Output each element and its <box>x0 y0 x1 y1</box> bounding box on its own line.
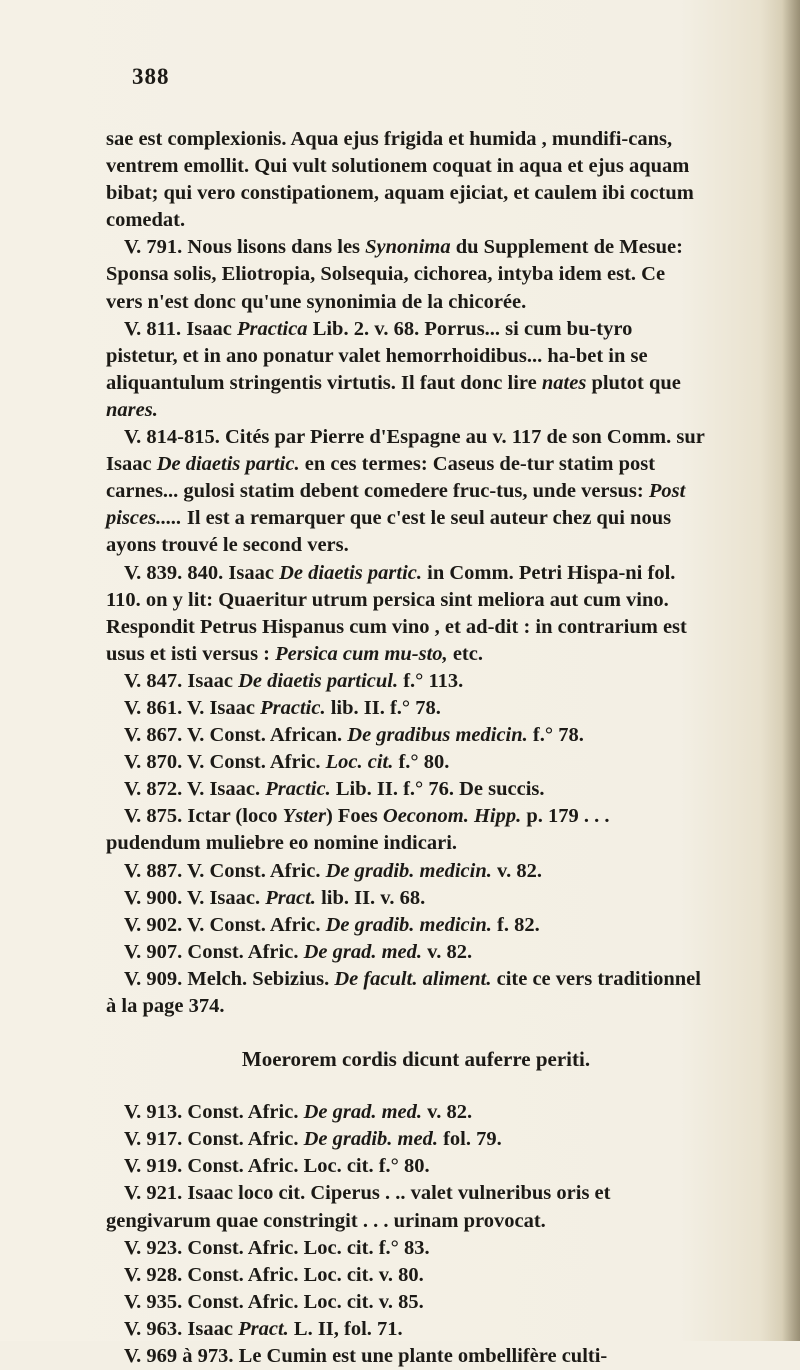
italic-title: Practic. <box>265 778 331 801</box>
italic-title: Yster <box>282 805 326 828</box>
note-paragraph <box>106 560 706 668</box>
italic-title: De gradib. medicin. <box>325 913 492 936</box>
italic-title: Loc. cit. <box>325 751 394 774</box>
note-paragraph <box>106 126 706 234</box>
text-run: Il est a remarquer que c'est le seul auteur chez qui nous ayons trouvé le second vers. <box>106 507 672 557</box>
text-run: V. 875. Ictar (loco <box>124 805 283 828</box>
text-run: V. 861. V. Isaac <box>124 696 261 719</box>
italic-title: Synonima <box>365 236 451 259</box>
text-run: V. 963. Isaac <box>124 1317 239 1340</box>
italic-title: Practica <box>236 317 308 340</box>
text-run: f. 82. <box>491 913 540 936</box>
text-run: f.° 80. <box>393 751 450 774</box>
text-run: V. 923. Const. Afric. Loc. cit. f.° 83. <box>124 1236 430 1259</box>
page-edge-shadow <box>782 0 800 1341</box>
italic-title: Persica cum mu-sto, <box>275 642 448 665</box>
italic-title: De gradibus medicin. <box>347 724 528 747</box>
note-paragraph <box>106 1099 706 1126</box>
italic-title: De diaetis particul. <box>238 669 399 692</box>
text-run: V. 921. Isaac loco cit. Ciperus . .. valet vulneribus oris et gengivarum quae constringit . . . urinam provocat. <box>106 1182 611 1232</box>
italic-title: De diaetis partic. <box>156 453 300 476</box>
verse-heading: Moerorem cordis dicunt auferre periti. <box>241 1047 591 1072</box>
spacer <box>106 1073 706 1099</box>
text-run: sae est complexionis. Aqua ejus frigida et humida , mundifi-cans, ventrem emollit. Qui vult solutionem coquat in aqua et ejus aquam bibat; qui vero constipationem, aquam ejiciat, et caulem ibi coctum comedat. <box>106 128 694 232</box>
note-paragraph <box>106 668 706 695</box>
italic-title: De gradib. med. <box>303 1128 438 1151</box>
note-paragraph <box>106 234 706 315</box>
text-run: V. 935. Const. Afric. Loc. cit. v. 85. <box>124 1290 424 1313</box>
text-run: V. 887. V. Const. Afric. <box>124 859 326 882</box>
note-paragraph <box>106 885 706 912</box>
italic-title: Pract. <box>265 886 316 909</box>
italic-title: nares. <box>106 398 158 421</box>
text-run: Lib. II. f.° 76. De succis. <box>330 778 545 801</box>
text-run: plutot que <box>586 371 681 394</box>
text-run: L. II, fol. 71. <box>288 1317 403 1340</box>
note-paragraph <box>106 1126 706 1153</box>
text-run: V. 909. Melch. Sebizius. <box>124 967 335 990</box>
page-number: 388 <box>132 64 170 89</box>
text-run: p. 179 . . . pudendum muliebre eo nomine indicari. <box>106 805 610 855</box>
italic-title: Post pisces..... <box>106 480 686 530</box>
text-run: lib. II. v. 68. <box>315 886 426 909</box>
text-run: v. 82. <box>422 1101 473 1124</box>
note-paragraph <box>106 1343 706 1370</box>
note-paragraph <box>106 722 706 749</box>
text-run: V. 870. V. Const. Afric. <box>124 751 326 774</box>
text-run: V. 917. Const. Afric. <box>124 1128 304 1151</box>
text-run: v. 82. <box>422 940 473 963</box>
italic-title: De grad. med. <box>303 1101 423 1124</box>
text-run: f.° 113. <box>398 669 464 692</box>
text-run: V. 900. V. Isaac. <box>124 886 266 909</box>
italic-title: Oeconom. Hipp. <box>382 805 522 828</box>
note-paragraph <box>106 858 706 885</box>
text-run: fol. 79. <box>437 1128 502 1151</box>
text-run: V. 913. Const. Afric. <box>124 1101 304 1124</box>
text-run: V. 902. V. Const. Afric. <box>124 913 326 936</box>
note-paragraph <box>106 939 706 966</box>
text-run: V. 919. Const. Afric. Loc. cit. f.° 80. <box>124 1155 430 1178</box>
body-text <box>106 126 706 1370</box>
italic-title: Pract. <box>238 1317 289 1340</box>
note-paragraph <box>106 776 706 803</box>
italic-title: De gradib. medicin. <box>325 859 492 882</box>
text-run: Lib. 2. v. 68. Porrus... si cum bu-tyro pistetur, et in ano ponatur valet hemorrhoidibus... ha-bet in se aliquantulum stringentis virtutis. Il faut donc lire <box>106 317 648 394</box>
note-paragraph <box>106 966 706 1020</box>
text-run: V. 847. Isaac <box>124 669 239 692</box>
text-run: du Supplement de Mesue: Sponsa solis, Eliotropia, Solsequia, cichorea, intyba idem est. Ce vers n'est donc qu'une synonimia de la chicorée. <box>106 236 683 313</box>
italic-title: Practic. <box>260 696 326 719</box>
text-run: V. 928. Const. Afric. Loc. cit. v. 80. <box>124 1263 424 1286</box>
text-run: in Comm. Petri Hispa-ni fol. 110. on y lit: Quaeritur utrum persica sint meliora aut cum vino. Respondit Petrus Hispanus cum vino , et ad-dit : in contrarium est usus et isti versus : <box>106 561 687 665</box>
note-paragraph <box>106 424 706 559</box>
note-paragraph <box>106 1153 706 1180</box>
spacer <box>106 1020 706 1046</box>
italic-title: De diaetis partic. <box>279 561 423 584</box>
note-paragraph <box>106 695 706 722</box>
text-run: lib. II. f.° 78. <box>325 696 441 719</box>
note-paragraph <box>106 1262 706 1289</box>
text-run: ) Foes <box>325 805 383 828</box>
text-run: V. 791. Nous lisons dans les <box>124 236 366 259</box>
text-run: V. 872. V. Isaac. <box>124 778 266 801</box>
text-run: V. 811. Isaac <box>124 317 237 340</box>
text-run: V. 867. V. Const. African. <box>124 724 348 747</box>
text-run: V. 839. 840. Isaac <box>124 561 280 584</box>
notes-section-1 <box>106 126 706 1020</box>
text-run: etc. <box>447 642 483 665</box>
note-paragraph <box>106 749 706 776</box>
italic-title: De facult. aliment. <box>334 967 492 990</box>
text-run: v. 82. <box>491 859 542 882</box>
text-run: V. 969 à 973. Le Cumin est une plante ombellifère culti- <box>124 1345 608 1368</box>
text-run: V. 814-815. Cités par Pierre d'Espagne au v. 117 de son Comm. sur Isaac <box>106 426 705 476</box>
note-paragraph <box>106 1289 706 1316</box>
note-paragraph <box>106 1235 706 1262</box>
text-run: V. 907. Const. Afric. <box>124 940 304 963</box>
text-run: en ces termes: Caseus de-tur statim post carnes... gulosi statim debent comedere fruc-tus, unde versus: <box>106 453 656 503</box>
text-run: cite ce vers traditionnel à la page 374. <box>106 967 701 1017</box>
note-paragraph <box>106 912 706 939</box>
note-paragraph <box>106 316 706 424</box>
note-paragraph <box>106 803 706 857</box>
italic-title: De grad. med. <box>303 940 423 963</box>
text-run: f.° 78. <box>527 724 584 747</box>
notes-section-2 <box>106 1099 706 1370</box>
italic-title: nates <box>541 371 587 394</box>
note-paragraph <box>106 1316 706 1343</box>
note-paragraph <box>106 1180 706 1234</box>
